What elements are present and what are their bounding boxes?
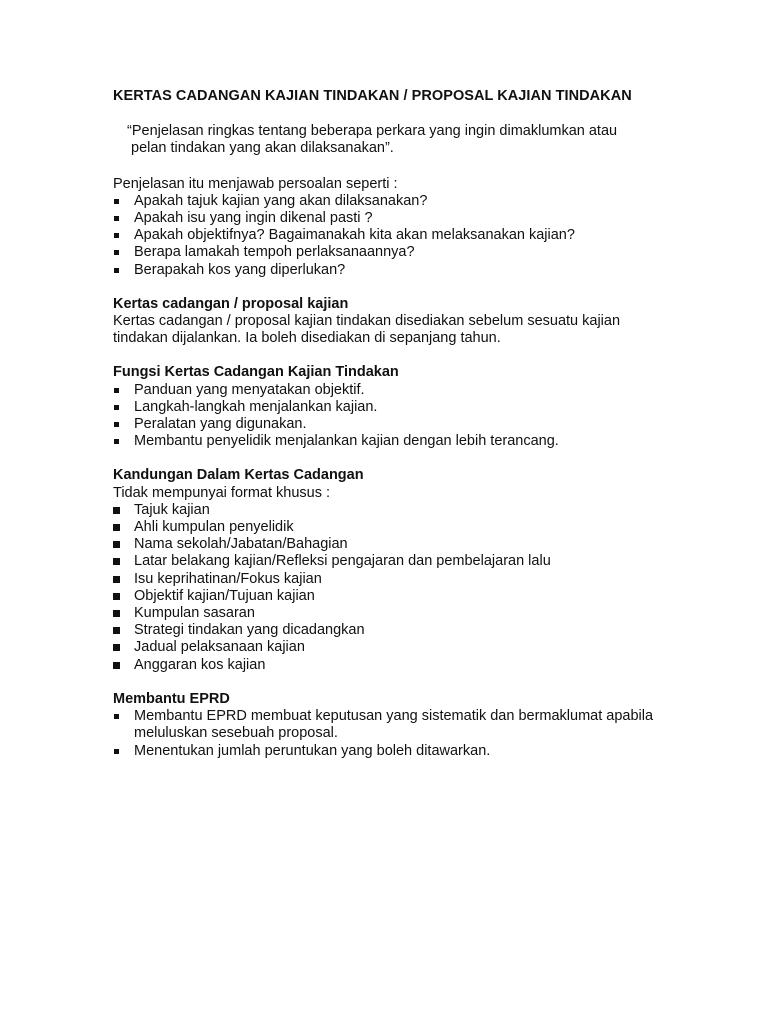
list-item xyxy=(113,244,713,261)
eprd-list xyxy=(113,708,713,760)
list-item xyxy=(113,433,713,450)
list-item-text: Anggaran kos kajian xyxy=(134,656,266,673)
document-title: KERTAS CADANGAN KAJIAN TINDAKAN / PROPOSAL KAJIAN TINDAKAN xyxy=(113,88,632,104)
list-item-text: Latar belakang kajian/Refleksi pengajaran dan pembelajaran lalu xyxy=(134,553,551,570)
intro-text: Penjelasan itu menjawab persoalan seperti : xyxy=(113,175,398,192)
list-item xyxy=(113,588,713,605)
definition-quote xyxy=(127,123,687,157)
list-item-text: Menentukan jumlah peruntukan yang boleh ditawarkan. xyxy=(134,742,491,759)
kandungan-text: Tidak mempunyai format khusus : xyxy=(113,484,331,501)
proposal-text-line-1: Kertas cadangan / proposal kajian tindakan disediakan sebelum sesuatu kajian xyxy=(113,313,621,330)
fungsi-list xyxy=(113,382,713,451)
list-item xyxy=(113,382,713,399)
eprd-section xyxy=(113,691,713,760)
list-item xyxy=(113,553,713,570)
list-item xyxy=(113,639,713,656)
list-item xyxy=(113,262,713,279)
list-item xyxy=(113,193,713,210)
list-item-text: Kumpulan sasaran xyxy=(134,605,255,622)
list-item xyxy=(113,708,694,742)
list-item-text: Apakah tajuk kajian yang akan dilaksanakan? xyxy=(134,192,428,209)
intro-question-list xyxy=(113,193,713,279)
list-item xyxy=(113,227,713,244)
list-item-text: Ahli kumpulan penyelidik xyxy=(134,519,294,536)
list-item-text: Berapa lamakah tempoh perlaksanaannya? xyxy=(134,244,415,261)
list-item xyxy=(113,571,713,588)
list-item xyxy=(113,622,713,639)
list-item xyxy=(113,519,713,536)
proposal-heading: Kertas cadangan / proposal kajian xyxy=(113,295,349,312)
list-item-text: Berapakah kos yang diperlukan? xyxy=(134,261,346,278)
list-item xyxy=(113,502,713,519)
kandungan-list xyxy=(113,502,713,674)
list-item-text: Apakah isu yang ingin dikenal pasti ? xyxy=(134,210,373,227)
list-item-text: Tajuk kajian xyxy=(134,501,210,518)
list-item-text: Nama sekolah/Jabatan/Bahagian xyxy=(134,536,348,553)
proposal-section xyxy=(113,296,713,348)
list-item xyxy=(113,743,713,760)
list-item-text: Langkah-langkah menjalankan kajian. xyxy=(134,398,378,415)
intro-section xyxy=(113,176,713,279)
list-item xyxy=(113,210,713,227)
list-item xyxy=(113,536,713,553)
list-item-text: Jadual pelaksanaan kajian xyxy=(134,639,305,656)
list-item-text: Panduan yang menyatakan objektif. xyxy=(134,381,365,398)
list-item-text: Strategi tindakan yang dicadangkan xyxy=(134,622,365,639)
list-item-text: Apakah objektifnya? Bagaimanakah kita akan melaksanakan kajian? xyxy=(134,227,575,244)
fungsi-section xyxy=(113,364,713,450)
document-content xyxy=(113,88,713,777)
list-item-text: Peralatan yang digunakan. xyxy=(134,416,307,433)
proposal-text-line-2: tindakan dijalankan. Ia boleh disediakan di sepanjang tahun. xyxy=(113,330,501,347)
list-item xyxy=(113,416,713,433)
list-item xyxy=(113,399,713,416)
kandungan-heading: Kandungan Dalam Kertas Cadangan xyxy=(113,467,364,484)
list-item xyxy=(113,657,713,674)
fungsi-heading: Fungsi Kertas Cadangan Kajian Tindakan xyxy=(113,364,399,381)
list-item-text-line-2: meluluskan sesebuah proposal. xyxy=(134,725,338,742)
list-item-text-line-1: Membantu EPRD membuat keputusan yang sistematik dan bermaklumat apabila xyxy=(134,708,654,725)
list-item-text: Membantu penyelidik menjalankan kajian dengan lebih terancang. xyxy=(134,433,559,450)
list-item-text: Isu keprihatinan/Fokus kajian xyxy=(134,570,322,587)
kandungan-section xyxy=(113,467,713,673)
quote-line-1: “Penjelasan ringkas tentang beberapa perkara yang ingin dimaklumkan atau xyxy=(127,123,618,140)
list-item xyxy=(113,605,713,622)
quote-line-2: pelan tindakan yang akan dilaksanakan”. xyxy=(131,140,394,157)
list-item-text: Objektif kajian/Tujuan kajian xyxy=(134,587,315,604)
eprd-heading: Membantu EPRD xyxy=(113,690,230,707)
